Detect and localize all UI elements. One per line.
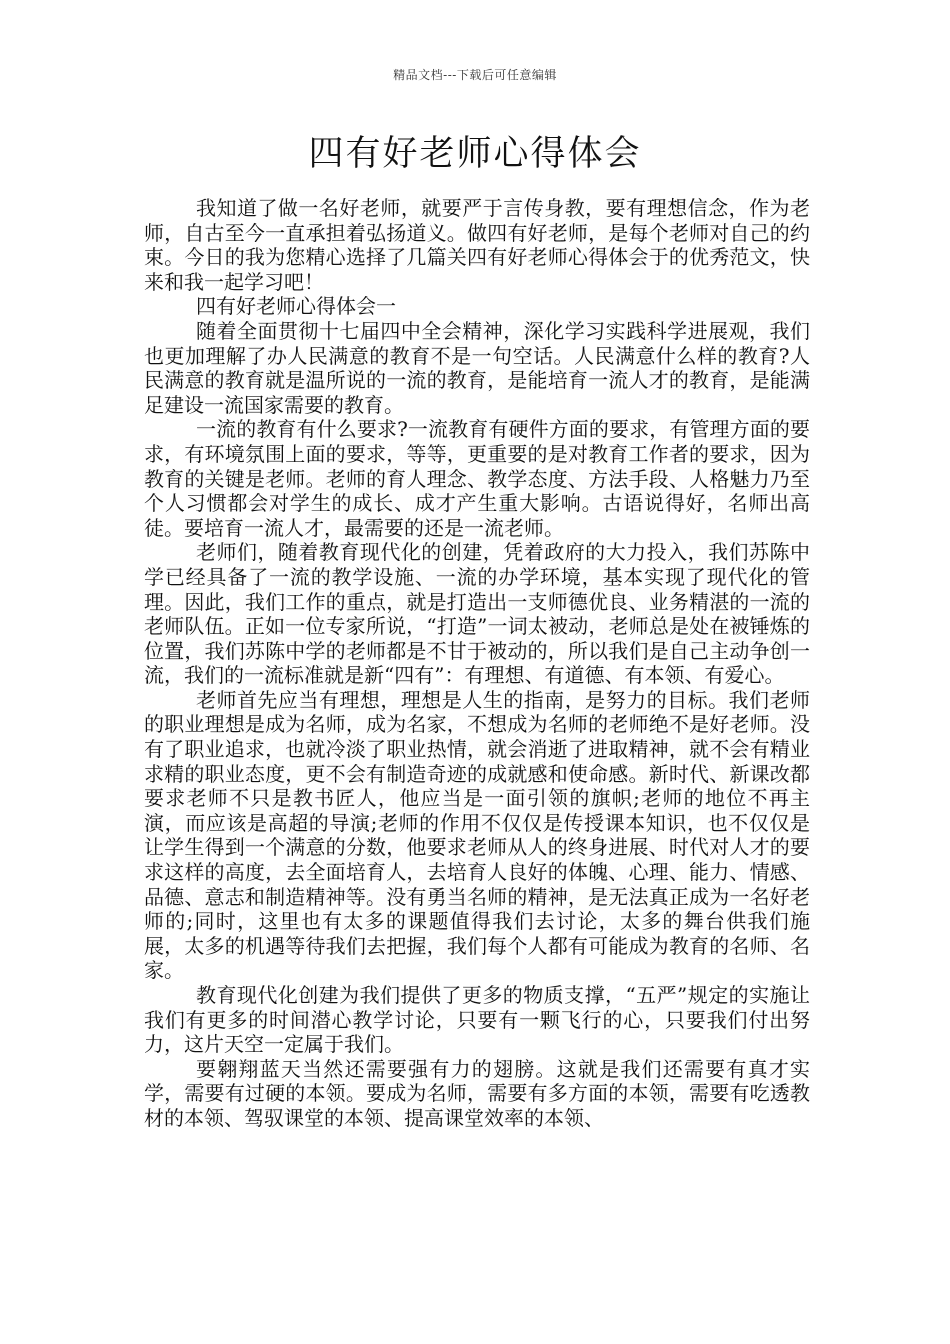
- document-body: [144, 196, 810, 1131]
- paragraph: 要翱翔蓝天当然还需要强有力的翅膀。这就是我们还需要有真才实学，需要有过硬的本领。要成为名师，需要有多方面的本领，需要有吃透教材的本领、驾驭课堂的本领、提高课堂效率的本领、: [144, 1056, 810, 1130]
- paragraph-intro: 我知道了做一名好老师，就要严于言传身教，要有理想信念，作为老师，自古至今一直承担着弘扬道义。做四有好老师，是每个老师对自己的约束。今日的我为您精心选择了几篇关四有好老师心得体会于的优秀范文，快来和我一起学习吧！: [144, 196, 810, 294]
- paragraph: 老师们，随着教育现代化的创建，凭着政府的大力投入，我们苏陈中学已经具备了一流的教学设施、一流的办学环境，基本实现了现代化的管理。因此，我们工作的重点，就是打造出一支师德优良、业务精湛的一流的老师队伍。正如一位专家所说，“打造”一词太被动，老师总是处在被锤炼的位置，我们苏陈中学的老师都是不甘于被动的，所以我们是自己主动争创一流，我们的一流标准就是新“四有”：有理想、有道德、有本领、有爱心。: [144, 540, 810, 688]
- paragraph: 一流的教育有什么要求?一流教育有硬件方面的要求，有管理方面的要求，有环境氛围上面的要求，等等，更重要的是对教育工作者的要求，因为教育的关键是老师。老师的育人理念、教学态度、方法手段、人格魅力乃至个人习惯都会对学生的成长、成才产生重大影响。古语说得好，名师出高徒。要培育一流人才，最需要的还是一流老师。: [144, 417, 810, 540]
- paragraph: 老师首先应当有理想，理想是人生的指南，是努力的目标。我们老师的职业理想是成为名师，成为名家，不想成为名师的老师绝不是好老师。没有了职业追求，也就冷淡了职业热情，就会消逝了进取精神，就不会有精业求精的职业态度，更不会有制造奇迹的成就感和使命感。新时代、新课改都要求老师不只是教书匠人，他应当是一面引领的旗帜;老师的地位不再主演，而应该是高超的导演;老师的作用不仅仅是传授课本知识，也不仅仅是让学生得到一个满意的分数，他要求老师从人的终身进展、时代对人才的要求这样的高度，去全面培育人，去培育人良好的体魄、心理、能力、情感、品德、意志和制造精神等。没有勇当名师的精神，是无法真正成为一名好老师的;同时，这里也有太多的课题值得我们去讨论，太多的舞台供我们施展，太多的机遇等待我们去把握，我们每个人都有可能成为教育的名师、名家。: [144, 687, 810, 983]
- section-heading: 四有好老师心得体会一: [196, 294, 396, 319]
- page-header-note: 精品文档---下载后可任意编辑: [393, 68, 557, 82]
- paragraph: 随着全面贯彻十七届四中全会精神，深化学习实践科学进展观，我们也更加理解了办人民满意的教育不是一句空话。人民满意什么样的教育?人民满意的教育就是温所说的一流的教育，是能培育一流人才的教育，是能满足建设一流国家需要的教育。: [144, 318, 810, 417]
- paragraph: 教育现代化创建为我们提供了更多的物质支撑，“五严”规定的实施让我们有更多的时间潜心教学讨论，只要有一颗飞行的心，只要我们付出努力，这片天空一定属于我们。: [144, 983, 810, 1057]
- document-title: 四有好老师心得体会: [308, 134, 642, 174]
